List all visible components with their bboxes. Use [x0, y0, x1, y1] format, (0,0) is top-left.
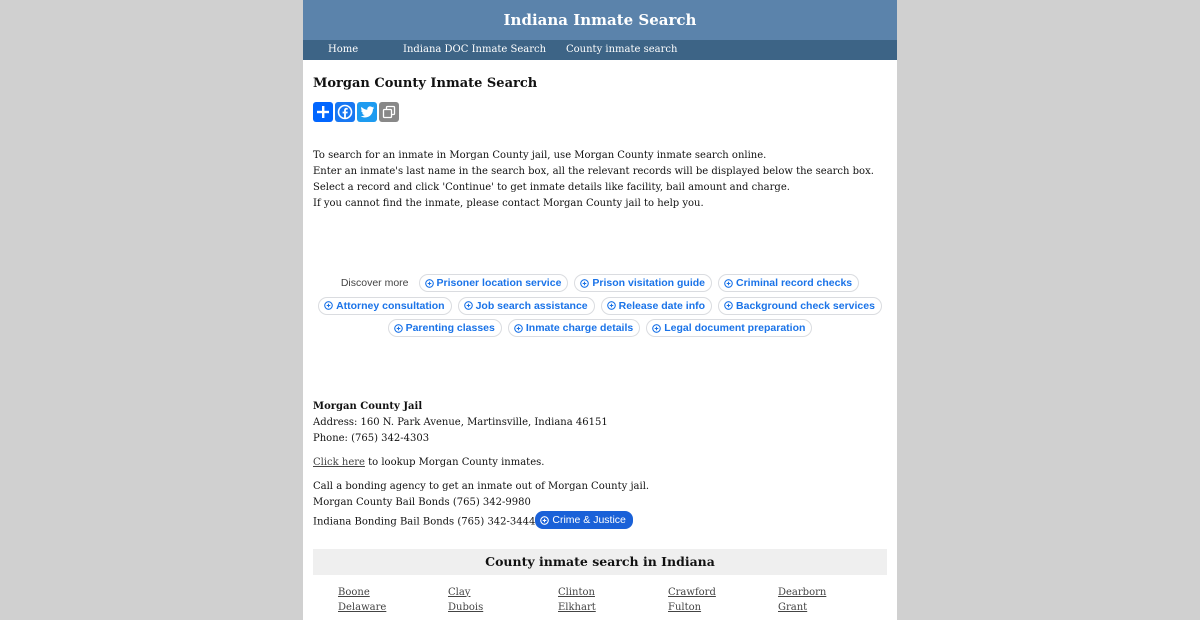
discover-chip[interactable] [419, 274, 569, 292]
intro-text [313, 148, 887, 212]
jail-name: Morgan County Jail [313, 401, 423, 412]
nav-indiana-doc[interactable]: Indiana DOC Inmate Search [403, 44, 547, 55]
plus-circle-icon [724, 279, 733, 288]
share-bar [313, 102, 887, 122]
chip-label: Prison visitation guide [592, 277, 706, 289]
discover-label: Discover more [340, 277, 409, 289]
bonding-info [313, 479, 887, 531]
bonding-agency: Indiana Bonding Bail Bonds (765) 342-3444 [313, 516, 536, 528]
county-link[interactable]: Grant [778, 601, 808, 613]
discover-chip[interactable] [574, 274, 712, 292]
bonding-agency: Morgan County Bail Bonds (765) 342-9980 [313, 497, 531, 508]
plus-circle-icon [724, 301, 733, 310]
page-title: Morgan County Inmate Search [313, 76, 538, 91]
facebook-icon[interactable] [335, 102, 355, 122]
chip-label: Attorney consultation [336, 299, 445, 312]
chip-label: Parenting classes [405, 322, 495, 334]
plus-circle-icon [464, 301, 473, 310]
lookup-line [313, 455, 887, 471]
discover-chip[interactable] [601, 297, 712, 315]
intro-line: Select a record and click 'Continue' to get inmate details like facility, bail amount and charge. [313, 182, 790, 193]
county-link[interactable]: Dearborn [778, 586, 827, 598]
county-link[interactable]: Fulton [668, 601, 702, 613]
county-link[interactable]: Clinton [558, 586, 595, 598]
chip-label: Legal document preparation [664, 322, 806, 334]
bonding-intro: Call a bonding agency to get an inmate out of Morgan County jail. [313, 481, 650, 492]
county-section-title: County inmate search in Indiana [313, 549, 887, 575]
site-title[interactable]: Indiana Inmate Search [503, 11, 697, 29]
plus-circle-icon [580, 279, 589, 288]
plus-circle-icon [514, 324, 523, 333]
county-link[interactable]: Dubois [448, 601, 484, 613]
plus-circle-icon [607, 301, 616, 310]
discover-more-section [313, 274, 887, 337]
pill-label: Crime & Justice [552, 514, 626, 526]
county-link[interactable]: Clay [448, 586, 471, 598]
discover-chip[interactable] [718, 297, 882, 315]
lookup-link[interactable]: Click here [313, 457, 365, 468]
chip-label: Background check services [736, 299, 875, 312]
county-link[interactable]: Boone [338, 586, 370, 598]
intro-line: If you cannot find the inmate, please contact Morgan County jail to help you. [313, 198, 704, 209]
plus-circle-icon [324, 301, 333, 310]
discover-chip[interactable] [458, 297, 595, 315]
crime-justice-pill[interactable] [535, 511, 633, 529]
discover-chip[interactable] [318, 297, 452, 315]
county-link[interactable]: Delaware [338, 601, 387, 613]
chip-label: Inmate charge details [525, 322, 634, 334]
county-link[interactable]: Crawford [668, 586, 716, 598]
intro-line: Enter an inmate's last name in the search box, all the relevant records will be displayed below the search box. [313, 166, 874, 177]
discover-chip[interactable] [646, 319, 812, 337]
plus-icon[interactable] [313, 102, 333, 122]
nav-bar [303, 40, 897, 60]
chip-label: Release date info [618, 299, 706, 312]
plus-circle-icon [652, 324, 661, 333]
nav-county-search[interactable]: County inmate search [566, 44, 678, 55]
chip-label: Prisoner location service [436, 277, 562, 289]
site-header [303, 0, 897, 40]
jail-address: Address: 160 N. Park Avenue, Martinsville, Indiana 46151 [313, 417, 608, 428]
discover-chip[interactable] [388, 319, 502, 337]
lookup-text: to lookup Morgan County inmates. [364, 457, 545, 468]
chip-label: Criminal record checks [736, 277, 853, 289]
plus-circle-icon [540, 516, 549, 525]
copy-link-icon[interactable] [379, 102, 399, 122]
discover-chip[interactable] [508, 319, 640, 337]
twitter-icon[interactable] [357, 102, 377, 122]
intro-line: To search for an inmate in Morgan County jail, use Morgan County inmate search online. [313, 150, 767, 161]
plus-circle-icon [394, 324, 403, 333]
chip-label: Job search assistance [475, 299, 588, 312]
county-link[interactable]: Elkhart [558, 601, 596, 613]
jail-info [313, 399, 887, 447]
plus-circle-icon [425, 279, 434, 288]
county-list [313, 587, 887, 613]
nav-home[interactable]: Home [328, 44, 359, 55]
discover-chip[interactable] [718, 274, 859, 292]
jail-phone: Phone: (765) 342-4303 [313, 433, 430, 444]
page-container [303, 0, 897, 620]
